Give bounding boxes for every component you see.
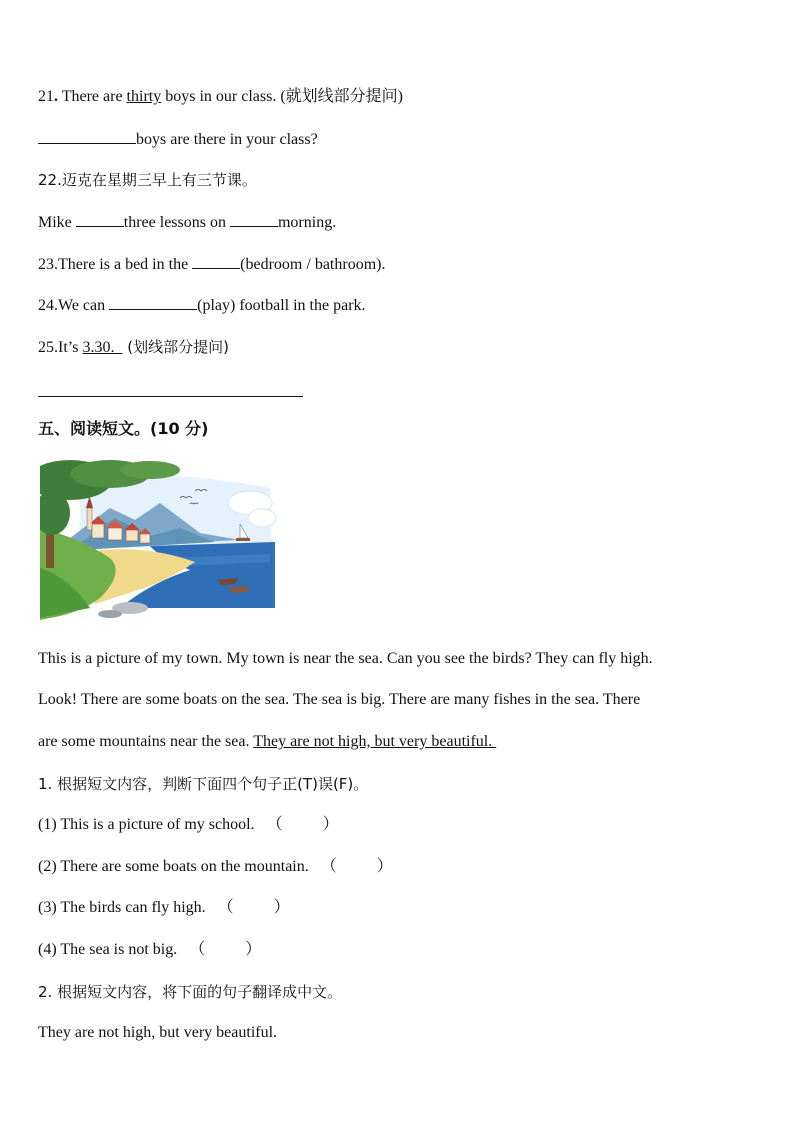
close-paren: ） bbox=[273, 899, 290, 916]
close-paren: ） bbox=[376, 858, 393, 875]
question-text: boys in our class. (就划线部分提问) bbox=[161, 88, 403, 105]
open-paren: （ bbox=[189, 941, 206, 958]
task-1-item bbox=[38, 940, 261, 960]
question-text: (划线部分提问) bbox=[122, 338, 229, 356]
task-1-item bbox=[38, 857, 393, 877]
item-text: (2) There are some boats on the mountain. bbox=[38, 858, 309, 875]
open-paren: （ bbox=[217, 899, 234, 916]
answer-paren[interactable] bbox=[321, 857, 393, 877]
open-paren: （ bbox=[320, 858, 337, 875]
question-text: three lessons on bbox=[123, 214, 230, 231]
question-21-answer bbox=[38, 129, 318, 150]
question-text: Mike bbox=[38, 214, 76, 231]
item-text: (1) This is a picture of my school. bbox=[38, 816, 255, 833]
question-text: morning. bbox=[277, 214, 337, 231]
question-21 bbox=[38, 87, 403, 107]
item-text: (3) The birds can fly high. bbox=[38, 899, 206, 916]
question-text: 24.We can bbox=[38, 297, 110, 314]
underlined-time: 3.30. bbox=[82, 339, 123, 356]
task-2-title: 2. 根据短文内容，将下面的句子翻译成中文。 bbox=[38, 983, 343, 1001]
task-1-title: 1. 根据短文内容，判断下面四个句子正(T)误(F)。 bbox=[38, 775, 369, 793]
answer-blank[interactable] bbox=[38, 129, 136, 144]
item-text: (4) The sea is not big. bbox=[38, 941, 178, 958]
question-dot: . bbox=[54, 88, 58, 105]
question-25-answer-line[interactable] bbox=[38, 396, 303, 397]
question-number: 21 bbox=[38, 88, 54, 105]
answer-blank[interactable] bbox=[192, 254, 240, 269]
answer-blank[interactable] bbox=[76, 212, 124, 227]
answer-paren[interactable] bbox=[267, 815, 339, 835]
question-23 bbox=[38, 254, 385, 275]
task-2-sentence: They are not high, but very beautiful. bbox=[38, 1024, 278, 1041]
answer-paren[interactable] bbox=[189, 940, 261, 960]
passage-text: are some mountains near the sea. bbox=[38, 733, 254, 750]
open-paren: （ bbox=[266, 816, 283, 833]
passage-line-1: This is a picture of my town. My town is near the sea. Can you see the birds? They can fly high. bbox=[38, 650, 653, 667]
question-22-chinese: 22.迈克在星期三早上有三节课。 bbox=[38, 171, 257, 189]
underlined-sentence: They are not high, but very beautiful. bbox=[253, 733, 497, 750]
answer-paren[interactable] bbox=[218, 898, 290, 918]
answer-blank[interactable] bbox=[109, 295, 197, 310]
question-text: 25.It’s bbox=[38, 339, 83, 356]
question-text: (play) football in the park. bbox=[197, 297, 366, 314]
underlined-word: thirty bbox=[126, 88, 162, 105]
question-text: There are bbox=[58, 88, 127, 105]
question-text: 23.There is a bed in the bbox=[38, 256, 193, 273]
town-illustration bbox=[40, 458, 280, 620]
question-25 bbox=[38, 337, 229, 358]
section-title: 五、阅读短文。(10 分) bbox=[38, 419, 209, 438]
close-paren: ） bbox=[245, 941, 262, 958]
question-22-english bbox=[38, 212, 336, 233]
passage-line-2: Look! There are some boats on the sea. The sea is big. There are many fishes in the sea. There bbox=[38, 691, 641, 708]
close-paren: ） bbox=[322, 816, 339, 833]
answer-tail: boys are there in your class? bbox=[136, 131, 318, 148]
passage-line-3 bbox=[38, 732, 496, 752]
question-text: (bedroom / bathroom). bbox=[240, 256, 386, 273]
answer-blank[interactable] bbox=[230, 212, 278, 227]
task-1-item bbox=[38, 815, 339, 835]
task-1-item bbox=[38, 898, 290, 918]
question-24 bbox=[38, 295, 366, 316]
